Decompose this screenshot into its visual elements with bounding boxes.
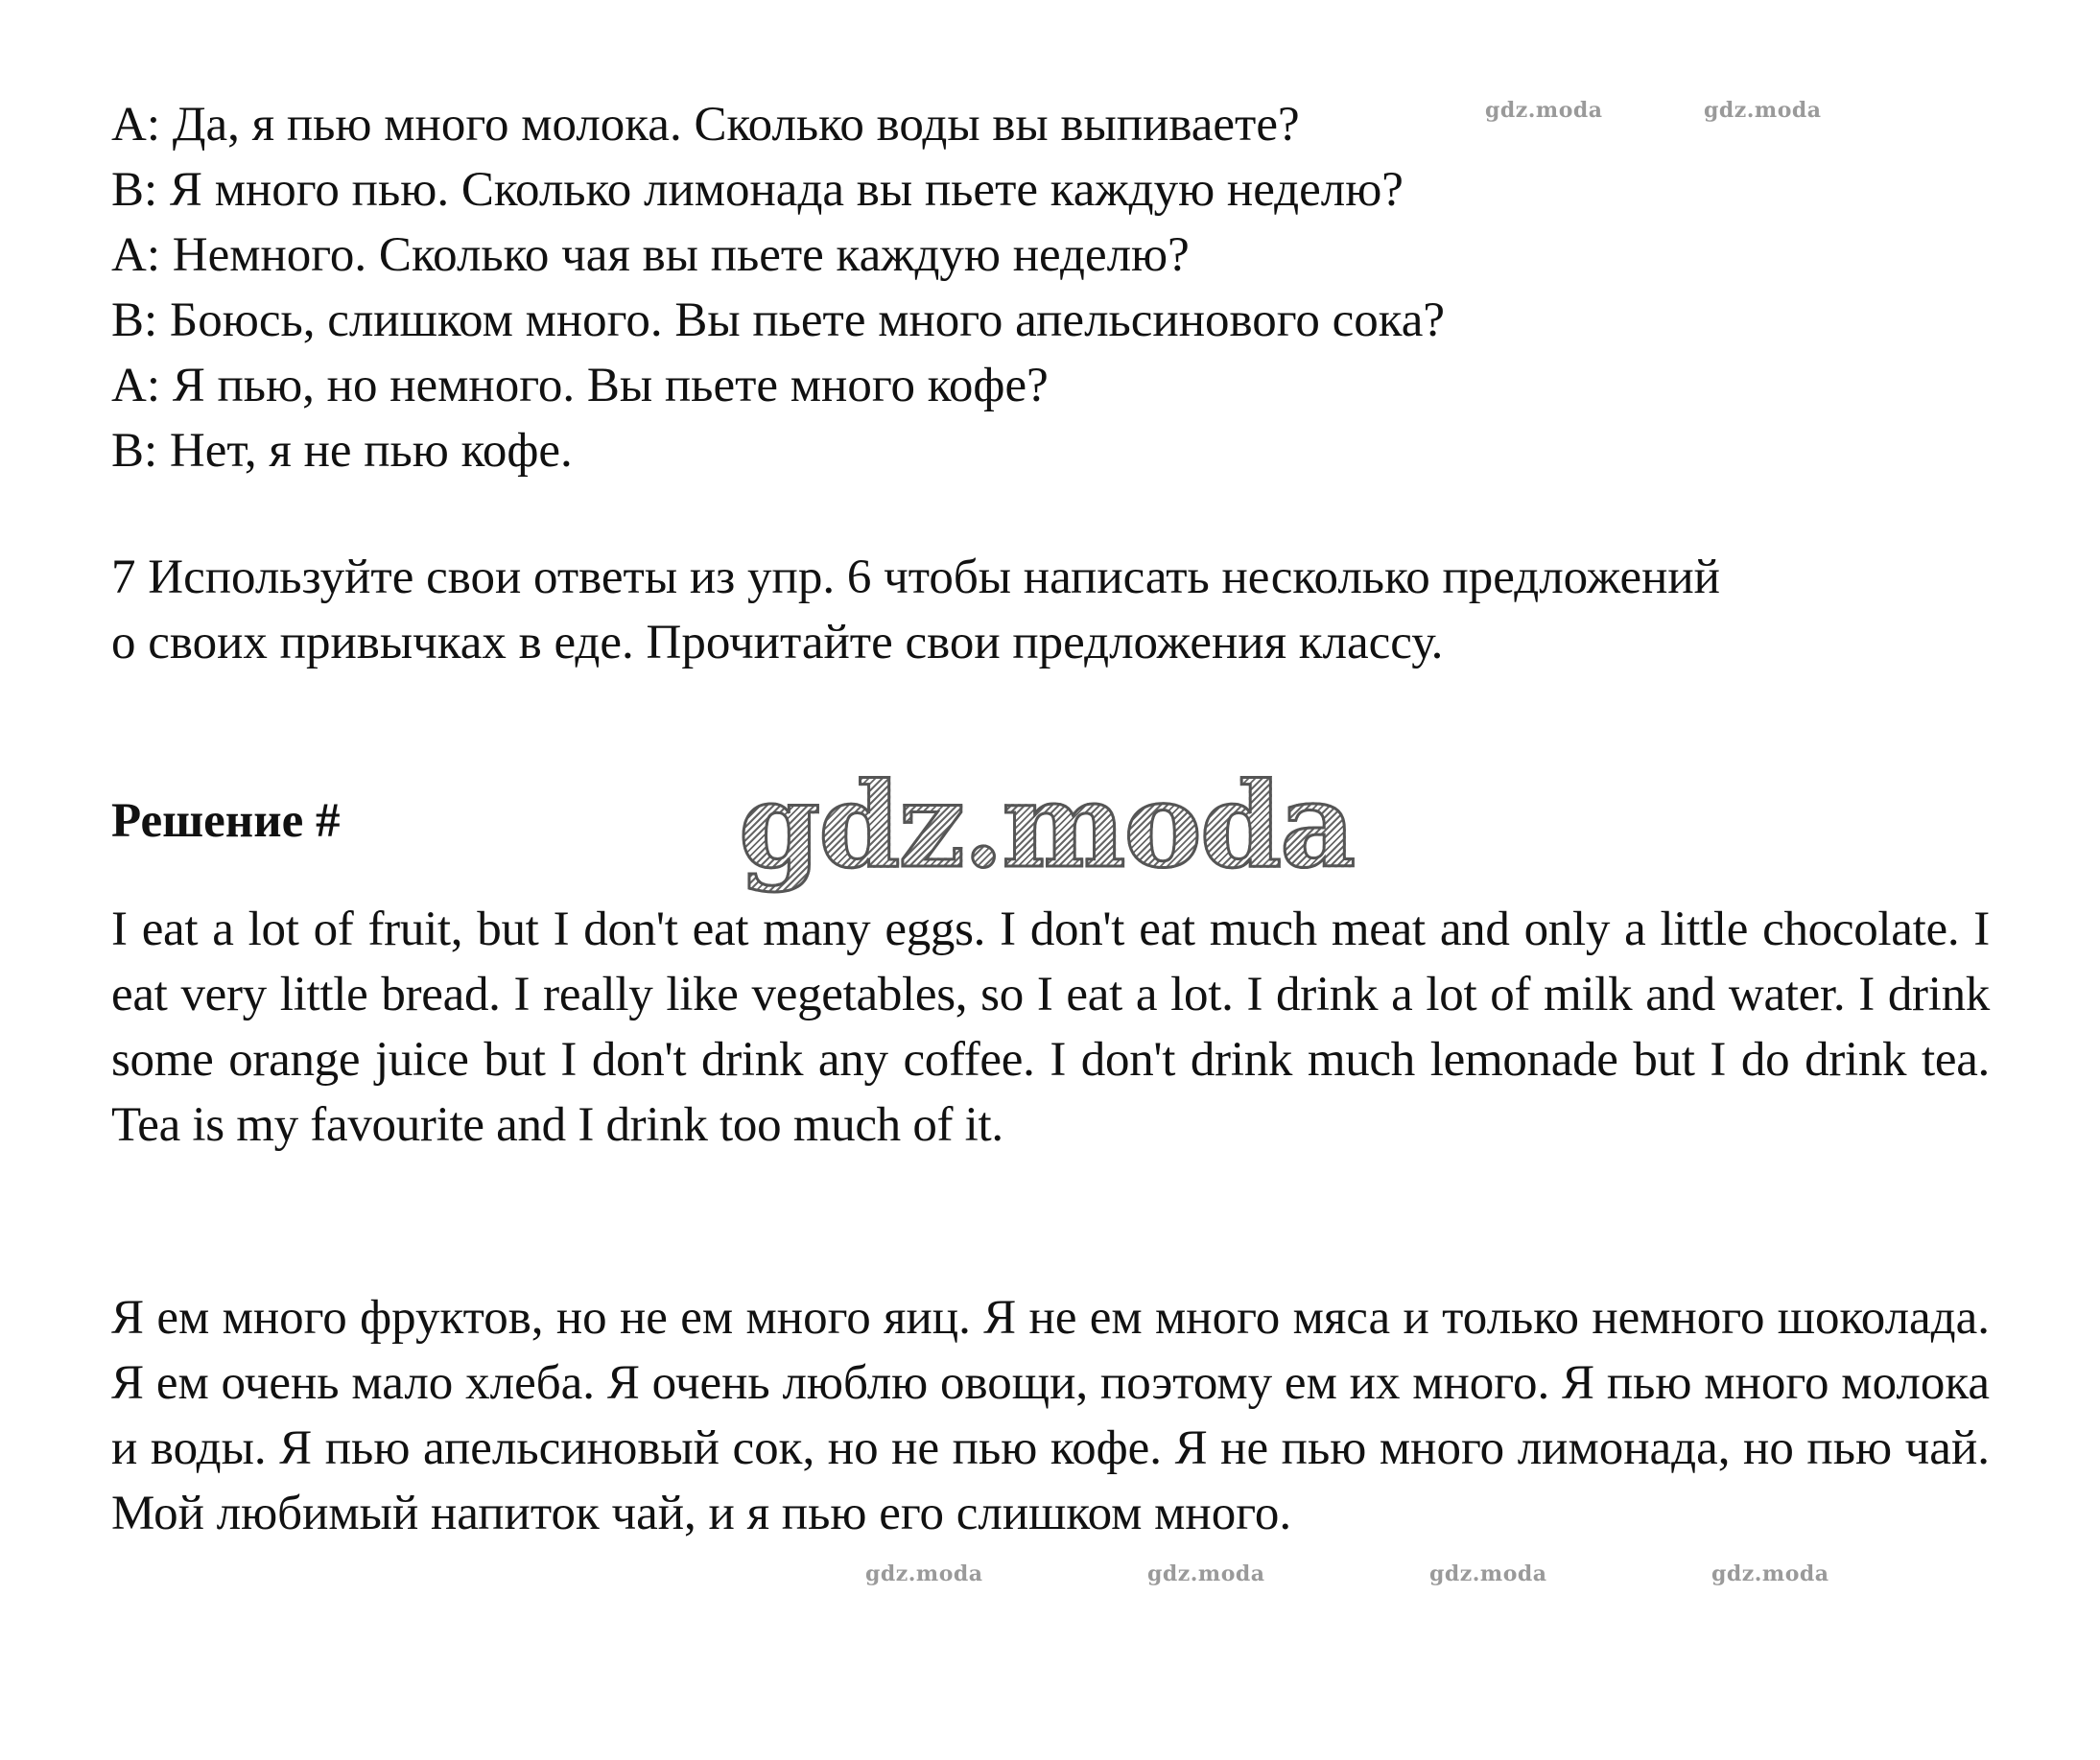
watermark-small: gdz.moda: [1711, 1561, 1829, 1586]
solution-heading: Решение #: [111, 794, 341, 848]
dialogue-line: A: Я пью, но немного. Вы пьете много кофе?: [111, 359, 1049, 412]
dialogue-block: [111, 92, 1990, 483]
watermark-small: gdz.moda: [1429, 1561, 1547, 1586]
watermark-logo: gdz.moda: [739, 756, 1355, 894]
task-line-1: 7 Используйте свои ответы из упр. 6 чтобы написать несколько предложений: [111, 551, 1720, 604]
dialogue-line: B: Я много пью. Сколько лимонада вы пьете каждую неделю?: [111, 163, 1404, 217]
watermark-small: gdz.moda: [1704, 98, 1822, 123]
task-line-2: о своих привычках в еде. Прочитайте свои предложения классу.: [111, 616, 1444, 669]
solution-russian-paragraph: Я ем много фруктов, но не ем много яиц. Я не ем много мяса и только немного шоколада. Я ем очень мало хлеба. Я очень люблю овощи, поэтому ем их много. Я пью много молока и воды. Я пью апельсиновый сок, но не пью кофе. Я не пью много лимонада, но пью чай. Мой любимый напиток чай, и я пью его слишком много.: [111, 1291, 1990, 1540]
dialogue-line: B: Боюсь, слишком много. Вы пьете много апельсинового сока?: [111, 293, 1446, 347]
dialogue-line: B: Нет, я не пью кофе.: [111, 424, 573, 478]
dialogue-line: A: Да, я пью много молока. Сколько воды вы выпиваете?: [111, 98, 1300, 152]
task-instruction: [111, 545, 1990, 675]
watermark-small: gdz.moda: [1147, 1561, 1265, 1586]
solution-english-paragraph: I eat a lot of fruit, but I don't eat many eggs. I don't eat much meat and only a little chocolate. I eat very little bread. I really like vegetables, so I eat a lot. I drink a lot of milk and water. I drink some orange juice but I don't drink any coffee. I don't drink much lemonade but I do drink tea. Tea is my favourite and I drink too much of it.: [111, 903, 1990, 1152]
watermark-small: gdz.moda: [1485, 98, 1603, 123]
watermark-small: gdz.moda: [865, 1561, 983, 1586]
dialogue-line: A: Немного. Сколько чая вы пьете каждую неделю?: [111, 228, 1190, 282]
